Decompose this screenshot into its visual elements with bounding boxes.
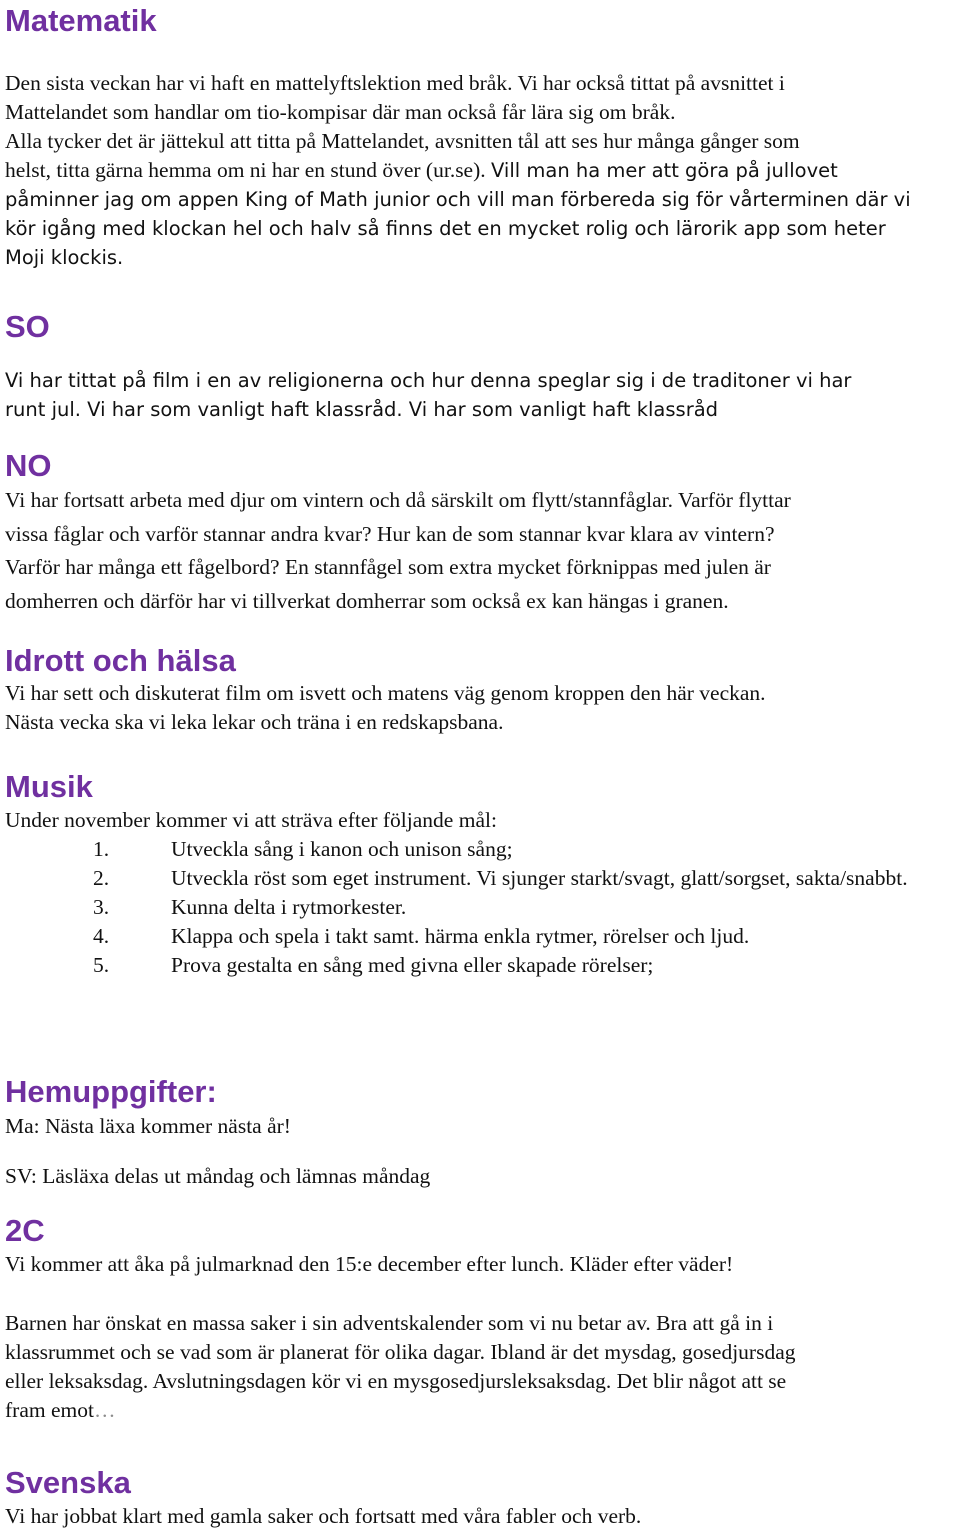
- list-number: 2.: [93, 866, 110, 890]
- list-item: [0, 864, 931, 893]
- ellipsis: …: [93, 1398, 116, 1422]
- text-line: påminner jag om appen King of Math junior och vill man förbereda sig för vårterminen där vi: [5, 188, 911, 211]
- text-line: Den sista veckan har vi haft en mattelyftslektion med bråk. Vi har också tittat på avsnittet i: [5, 71, 785, 95]
- list-text: Kunna delta i rytmorkester.: [171, 895, 407, 919]
- heading-so: SO: [5, 309, 50, 344]
- list-item: [0, 951, 931, 980]
- text-line: Vi har tittat på film i en av religionerna och hur denna speglar sig i de traditoner vi har: [5, 369, 852, 392]
- no-paragraph: [5, 484, 960, 618]
- text-line: kör igång med klockan hel och halv så finns det en mycket rolig och lärorik app som heter: [5, 217, 886, 240]
- heading-idrott-och-halsa: Idrott och hälsa: [5, 643, 236, 678]
- text-line: Vill man ha mer att göra på jullovet: [491, 159, 838, 182]
- matematik-paragraph: [5, 69, 960, 272]
- heading-svenska: Svenska: [5, 1465, 131, 1500]
- homework-swedish: SV: Läsläxa delas ut måndag och lämnas måndag: [5, 1164, 431, 1188]
- text-line: klassrummet och se vad som är planerat för olika dagar. Ibland är det mysdag, gosedjursdag: [5, 1340, 796, 1364]
- list-text: Prova gestalta en sång med givna eller skapade rörelser;: [171, 953, 654, 977]
- text-line: Vi har sett och diskuterat film om isvett och matens väg genom kroppen den här veckan.: [5, 681, 766, 705]
- list-text: Utveckla röst som eget instrument. Vi sjunger starkt/svagt, glatt/sorgset, sakta/snabbt.: [171, 866, 908, 890]
- idrott-paragraph: [5, 679, 960, 737]
- text-line: Alla tycker det är jättekul att titta på Mattelandet, avsnitten tål att ses hur många gånger som: [5, 129, 800, 153]
- text-line: fram emot: [5, 1398, 94, 1422]
- text-line: Barnen har önskat en massa saker i sin adventskalender som vi nu betar av. Bra att gå in i: [5, 1311, 774, 1335]
- heading-no: NO: [5, 448, 52, 483]
- heading-musik: Musik: [5, 769, 93, 804]
- heading-2c: 2C: [5, 1213, 45, 1248]
- homework-math: Ma: Nästa läxa kommer nästa år!: [5, 1114, 291, 1138]
- musik-goals-list: [0, 835, 931, 980]
- heading-hemuppgifter: Hemuppgifter:: [5, 1074, 217, 1109]
- heading-matematik: Matematik: [5, 3, 157, 38]
- list-item: [0, 893, 931, 922]
- svenska-text: Vi har jobbat klart med gamla saker och fortsatt med våra fabler och verb.: [5, 1504, 642, 1528]
- text-line: Nästa vecka ska vi leka lekar och träna i en redskapsbana.: [5, 710, 504, 734]
- text-line: helst, titta gärna hemma om ni har en stund över (ur.se).: [5, 158, 486, 182]
- list-number: 3.: [93, 895, 110, 919]
- text-line: Vi har fortsatt arbeta med djur om vintern och då särskilt om flytt/stannfåglar. Varför flyttar: [5, 488, 791, 512]
- list-item: [0, 835, 931, 864]
- text-line: Varför har många ett fågelbord? En stannfågel som extra mycket förknippas med julen är: [5, 555, 771, 579]
- advent-paragraph: [5, 1309, 960, 1425]
- musik-intro: Under november kommer vi att sträva efter följande mål:: [5, 808, 497, 832]
- list-number: 1.: [93, 837, 110, 861]
- text-line: runt jul. Vi har som vanligt haft klassråd. Vi har som vanligt haft klassråd: [5, 398, 719, 421]
- list-text: Utveckla sång i kanon och unison sång;: [171, 837, 513, 861]
- text-line: vissa fåglar och varför stannar andra kvar? Hur kan de som stannar kvar klara av vintern?: [5, 521, 775, 546]
- text-line: Moji klockis.: [5, 246, 124, 269]
- text-line: Mattelandet som handlar om tio-kompisar där man också får lära sig om bråk.: [5, 100, 676, 124]
- text-line: eller leksaksdag. Avslutningsdagen kör vi en mysgosedjursleksaksdag. Det blir något att se: [5, 1369, 787, 1393]
- text-line: domherren och därför har vi tillverkat domherrar som också ex kan hängas i granen.: [5, 588, 729, 613]
- list-text: Klappa och spela i takt samt. härma enkla rytmer, rörelser och ljud.: [171, 924, 750, 948]
- list-item: [0, 922, 931, 951]
- so-paragraph: [5, 366, 960, 424]
- list-number: 5.: [93, 953, 110, 977]
- julmarknad-text: Vi kommer att åka på julmarknad den 15:e december efter lunch. Kläder efter väder!: [5, 1252, 734, 1276]
- list-number: 4.: [93, 924, 110, 948]
